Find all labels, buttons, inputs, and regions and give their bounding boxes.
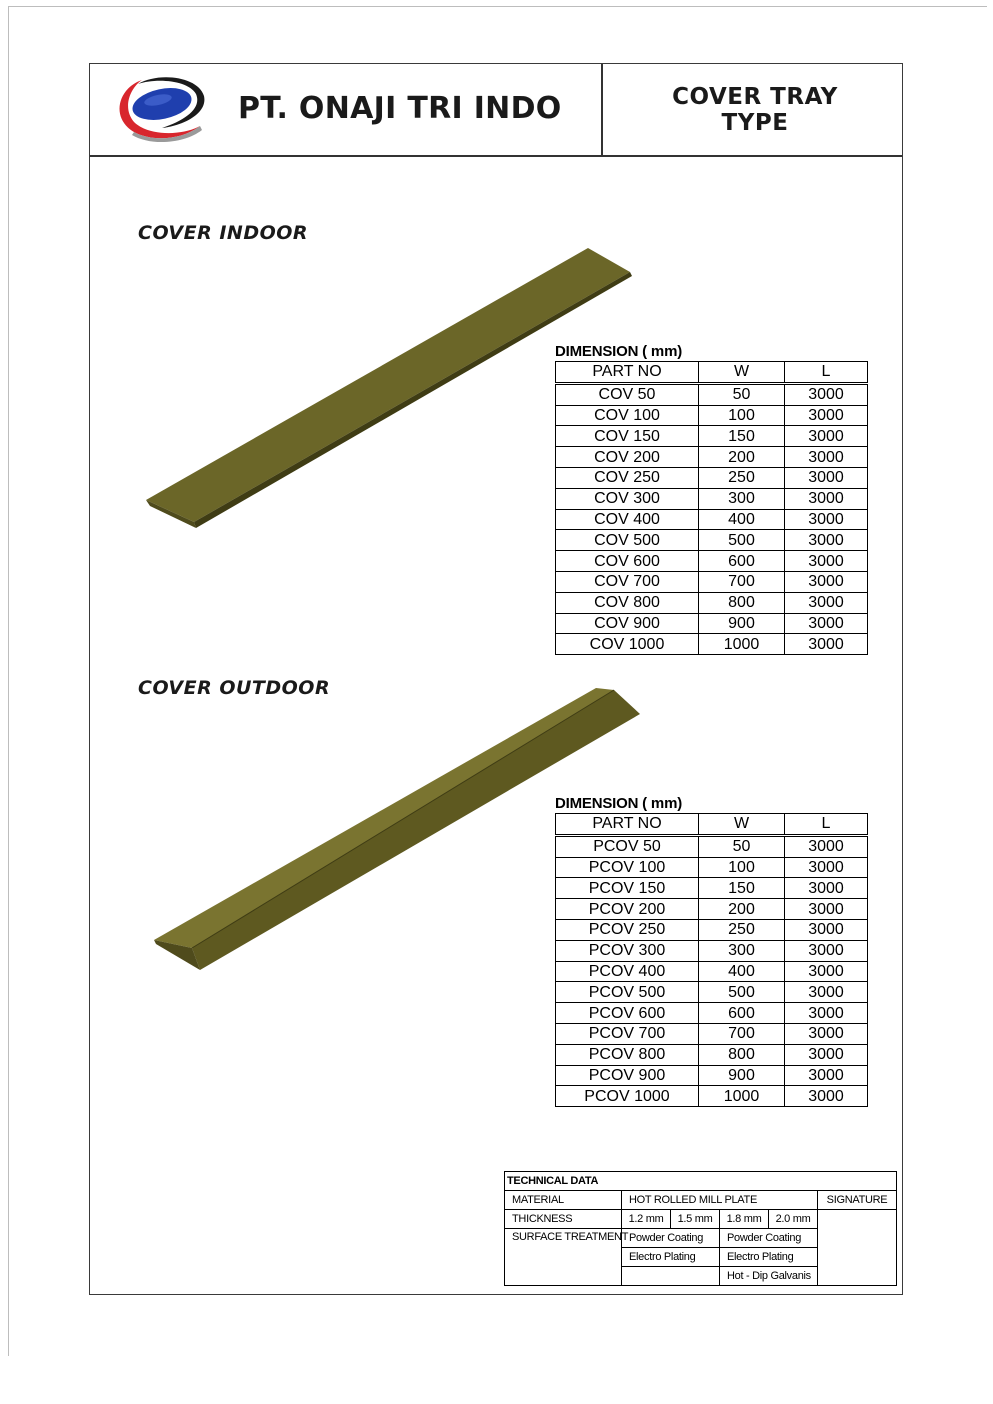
table-cell: 900 — [699, 1065, 785, 1086]
table-cell: 800 — [699, 1044, 785, 1065]
outdoor-section-title: COVER OUTDOOR — [138, 677, 331, 699]
table-cell: 3000 — [785, 940, 868, 961]
table-cell: 400 — [699, 509, 785, 530]
table-cell: COV 150 — [556, 426, 699, 447]
table-cell: 150 — [699, 878, 785, 899]
thickness-value: 1.2 mm — [622, 1210, 671, 1229]
table-cell: PCOV 200 — [556, 899, 699, 920]
table-cell: PCOV 700 — [556, 1023, 699, 1044]
table-cell: 300 — [699, 940, 785, 961]
table-cell: COV 50 — [556, 383, 699, 405]
document-type-line2: TYPE — [721, 110, 789, 136]
technical-data-title: TECHNICAL DATA — [505, 1172, 897, 1191]
table-cell: PCOV 1000 — [556, 1086, 699, 1107]
table-cell: PCOV 50 — [556, 835, 699, 857]
table-cell: 3000 — [785, 835, 868, 857]
thickness-row — [505, 1210, 897, 1229]
table-row — [556, 383, 868, 405]
table-row — [556, 1023, 868, 1044]
table-cell: COV 600 — [556, 551, 699, 572]
column-header: W — [699, 362, 785, 384]
column-header: PART NO — [556, 814, 699, 836]
table-row — [556, 613, 868, 634]
table-cell: COV 400 — [556, 509, 699, 530]
material-label: MATERIAL — [505, 1191, 622, 1210]
technical-data-block — [504, 1171, 896, 1286]
table-cell: 600 — [699, 551, 785, 572]
table-cell: PCOV 100 — [556, 857, 699, 878]
outdoor-dimension-caption: DIMENSION ( mm) — [555, 795, 683, 812]
table-cell: 3000 — [785, 634, 868, 655]
table-cell: 700 — [699, 571, 785, 592]
table-cell: 50 — [699, 835, 785, 857]
table-header-row — [556, 814, 868, 836]
table-cell: PCOV 900 — [556, 1065, 699, 1086]
table-cell: 3000 — [785, 878, 868, 899]
table-cell: 1000 — [699, 1086, 785, 1107]
table-row — [556, 405, 868, 426]
table-cell: 3000 — [785, 447, 868, 468]
signature-box — [818, 1210, 897, 1286]
table-cell: 700 — [699, 1023, 785, 1044]
table-row — [556, 1086, 868, 1107]
table-row — [556, 592, 868, 613]
table-cell: 3000 — [785, 1044, 868, 1065]
company-logo-icon — [112, 74, 208, 144]
table-cell: 3000 — [785, 1003, 868, 1024]
table-cell: 3000 — [785, 961, 868, 982]
table-row — [556, 1044, 868, 1065]
table-row — [556, 509, 868, 530]
table-cell: 3000 — [785, 405, 868, 426]
thickness-value: 1.8 mm — [720, 1210, 769, 1229]
table-cell: 3000 — [785, 1086, 868, 1107]
table-cell: 3000 — [785, 982, 868, 1003]
column-header: L — [785, 814, 868, 836]
table-cell: 3000 — [785, 488, 868, 509]
table-cell: 250 — [699, 919, 785, 940]
header-divider — [601, 64, 603, 155]
signature-label: SIGNATURE — [818, 1191, 897, 1210]
material-value: HOT ROLLED MILL PLATE — [622, 1191, 818, 1210]
table-cell: PCOV 600 — [556, 1003, 699, 1024]
thickness-label: THICKNESS — [505, 1210, 622, 1229]
table-cell: 3000 — [785, 919, 868, 940]
table-cell: PCOV 800 — [556, 1044, 699, 1065]
outdoor-dimension-table — [555, 813, 868, 1107]
table-cell: 200 — [699, 899, 785, 920]
table-cell: 400 — [699, 961, 785, 982]
outdoor-dimension-table-block — [555, 794, 867, 1107]
page-edge-top — [8, 6, 987, 7]
table-cell: 600 — [699, 1003, 785, 1024]
column-header: PART NO — [556, 362, 699, 384]
table-cell: COV 250 — [556, 467, 699, 488]
table-cell: 3000 — [785, 857, 868, 878]
company-name: PT. ONAJI TRI INDO — [238, 91, 562, 126]
surface-option: Powder Coating — [622, 1229, 720, 1248]
table-cell: 3000 — [785, 467, 868, 488]
table-row — [556, 447, 868, 468]
surface-option — [622, 1267, 720, 1286]
material-row — [505, 1191, 897, 1210]
table-cell: 3000 — [785, 571, 868, 592]
indoor-section-title: COVER INDOOR — [138, 222, 309, 244]
table-cell: 1000 — [699, 634, 785, 655]
technical-data-title-row — [505, 1172, 897, 1191]
table-row — [556, 467, 868, 488]
table-cell: COV 300 — [556, 488, 699, 509]
indoor-dimension-caption: DIMENSION ( mm) — [555, 343, 683, 360]
table-row — [556, 982, 868, 1003]
table-cell: 3000 — [785, 383, 868, 405]
surface-option: Electro Plating — [720, 1248, 818, 1267]
table-row — [556, 634, 868, 655]
table-cell: 3000 — [785, 530, 868, 551]
table-row — [556, 551, 868, 572]
table-cell: 200 — [699, 447, 785, 468]
table-row — [556, 878, 868, 899]
table-cell: PCOV 500 — [556, 982, 699, 1003]
column-header: L — [785, 362, 868, 384]
table-cell: COV 200 — [556, 447, 699, 468]
table-row — [556, 961, 868, 982]
table-cell: 500 — [699, 982, 785, 1003]
table-cell: COV 900 — [556, 613, 699, 634]
table-cell: 3000 — [785, 899, 868, 920]
table-cell: 800 — [699, 592, 785, 613]
surface-treatment-label: SURFACE TREATMENT — [505, 1229, 622, 1286]
table-cell: 3000 — [785, 1065, 868, 1086]
technical-data-table — [504, 1171, 897, 1286]
table-row — [556, 919, 868, 940]
table-cell: COV 800 — [556, 592, 699, 613]
table-cell: PCOV 300 — [556, 940, 699, 961]
table-row — [556, 899, 868, 920]
table-row — [556, 488, 868, 509]
table-row — [556, 940, 868, 961]
table-cell: 250 — [699, 467, 785, 488]
title-block — [90, 64, 902, 157]
table-cell: COV 1000 — [556, 634, 699, 655]
table-cell: 50 — [699, 383, 785, 405]
table-cell: 3000 — [785, 426, 868, 447]
table-cell: PCOV 250 — [556, 919, 699, 940]
surface-option: Electro Plating — [622, 1248, 720, 1267]
table-cell: 3000 — [785, 1023, 868, 1044]
page-edge-left — [8, 6, 9, 1356]
table-row — [556, 426, 868, 447]
table-row — [556, 857, 868, 878]
table-cell: 500 — [699, 530, 785, 551]
table-cell: 3000 — [785, 551, 868, 572]
table-row — [556, 571, 868, 592]
table-cell: 100 — [699, 405, 785, 426]
document-type — [605, 84, 905, 136]
table-row — [556, 1065, 868, 1086]
table-cell: 3000 — [785, 592, 868, 613]
table-row — [556, 530, 868, 551]
table-cell: 100 — [699, 857, 785, 878]
table-cell: 150 — [699, 426, 785, 447]
column-header: W — [699, 814, 785, 836]
table-cell: 900 — [699, 613, 785, 634]
table-cell: 3000 — [785, 509, 868, 530]
indoor-dimension-table-block — [555, 342, 867, 655]
table-cell: PCOV 400 — [556, 961, 699, 982]
document-frame — [89, 63, 903, 1295]
document-type-line1: COVER TRAY — [672, 84, 838, 110]
thickness-value: 1.5 mm — [671, 1210, 720, 1229]
table-cell: 3000 — [785, 613, 868, 634]
thickness-value: 2.0 mm — [769, 1210, 818, 1229]
table-cell: 300 — [699, 488, 785, 509]
table-cell: COV 700 — [556, 571, 699, 592]
table-row — [556, 835, 868, 857]
surface-option: Hot - Dip Galvanis — [720, 1267, 818, 1286]
table-cell: PCOV 150 — [556, 878, 699, 899]
table-cell: COV 100 — [556, 405, 699, 426]
table-cell: COV 500 — [556, 530, 699, 551]
table-row — [556, 1003, 868, 1024]
indoor-dimension-table — [555, 361, 868, 655]
surface-option: Powder Coating — [720, 1229, 818, 1248]
table-header-row — [556, 362, 868, 384]
